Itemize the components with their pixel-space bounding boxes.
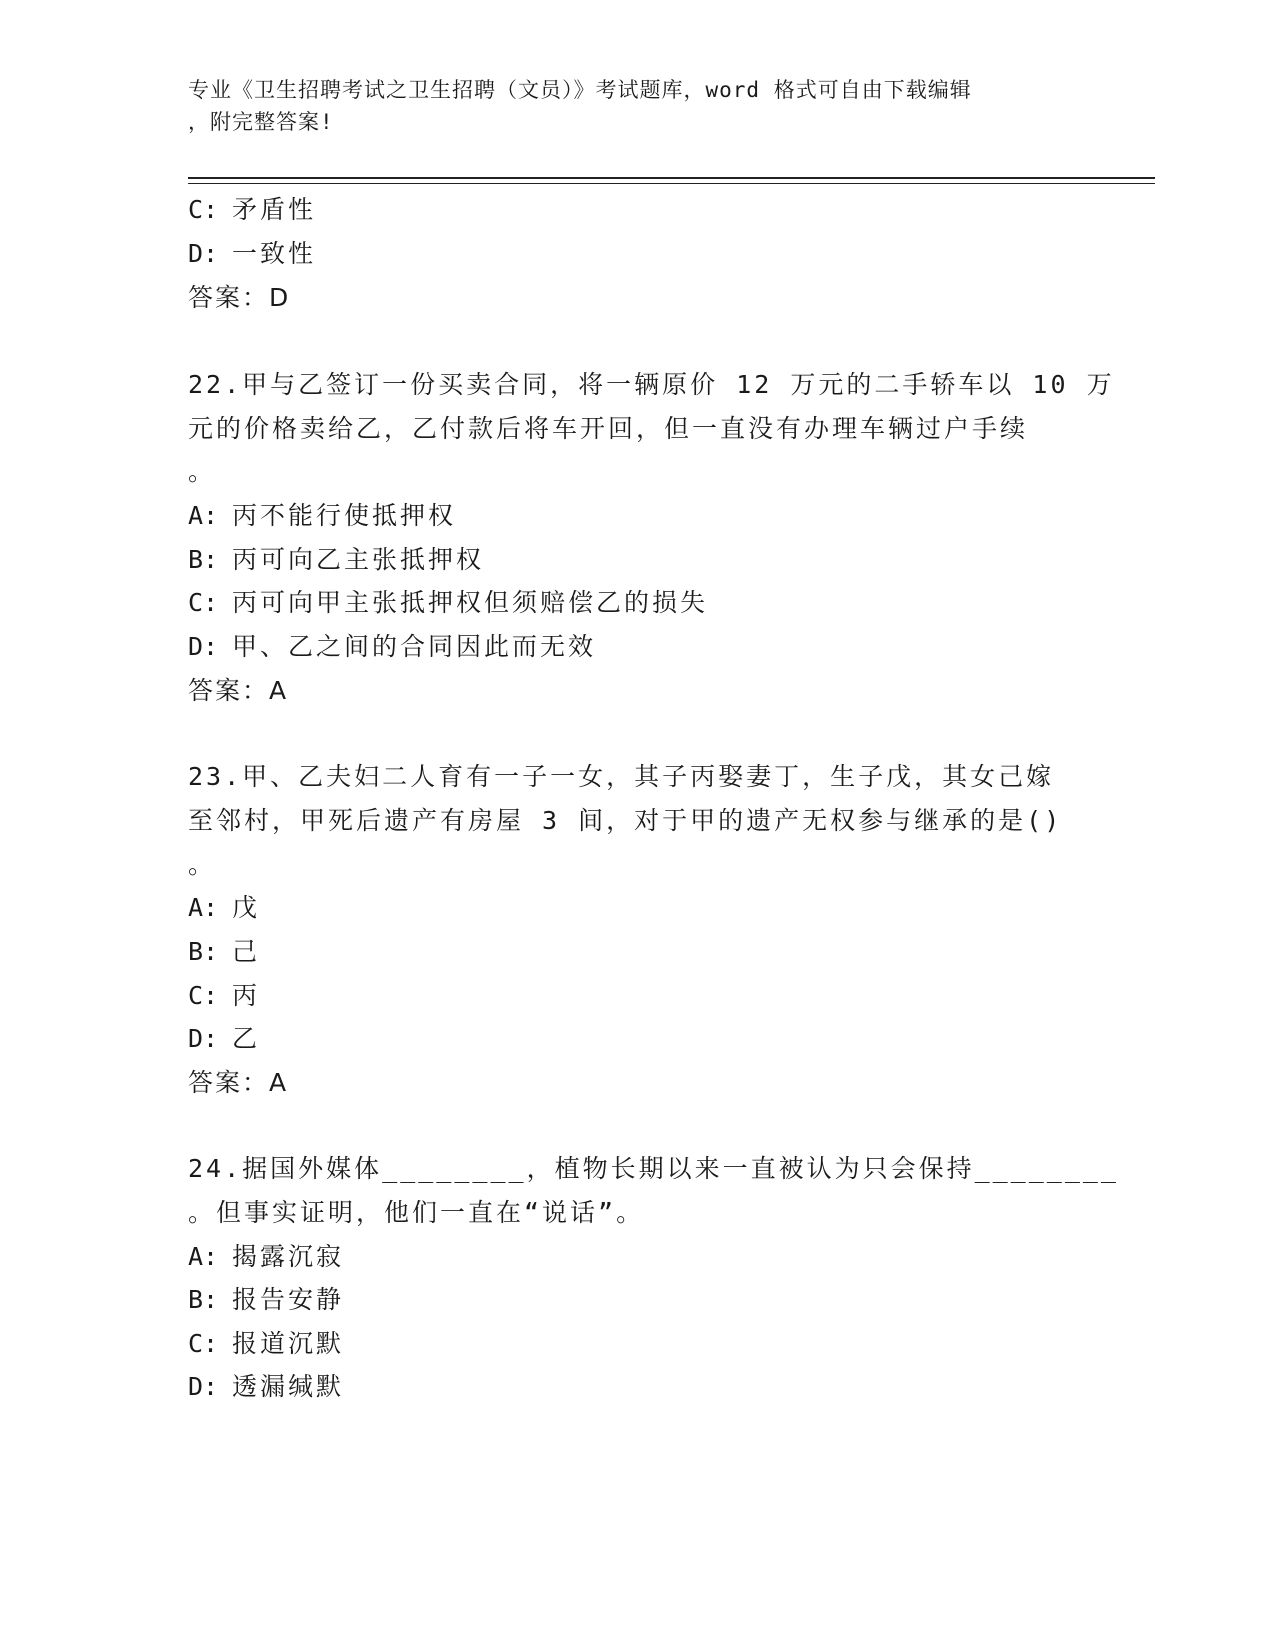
header-rule-thick [188,177,1155,179]
question-22-line-1: 22.甲与乙签订一份买卖合同，将一辆原价 12 万元的二手轿车以 10 万 [188,370,1115,399]
question-24-line-1: 24.据国外媒体________，植物长期以来一直被认为只会保持________ [188,1154,1119,1183]
header-line-1: 专业《卫生招聘考试之卫生招聘（文员）》考试题库，word 格式可自由下载编辑 [188,78,972,102]
option-d: D: 一致性 [188,239,317,268]
option-b: B: 己 [188,937,261,966]
option-a: A: 揭露沉寂 [188,1242,345,1271]
question-23-line-2: 至邻村，甲死后遗产有房屋 3 间，对于甲的遗产无权参与继承的是() [188,806,1063,835]
option-c: C: 矛盾性 [188,195,317,224]
option-d: D: 乙 [188,1024,261,1053]
option-a: A: 戊 [188,893,261,922]
question-23-line-1: 23.甲、乙夫妇二人育有一子一女，其子丙娶妻丁，生子戊，其女己嫁 [188,762,1055,791]
option-b: B: 丙可向乙主张抵押权 [188,545,485,574]
option-c: C: 丙 [188,981,261,1010]
question-24-line-2: 。但事实证明，他们一直在“说话”。 [188,1198,645,1227]
question-22-line-2: 元的价格卖给乙，乙付款后将车开回，但一直没有办理车辆过户手续 [188,414,1029,443]
document-header [188,74,1068,138]
option-a: A: 丙不能行使抵押权 [188,501,457,530]
header-line-2: ，附完整答案! [188,110,334,134]
question-23-line-3: 。 [188,850,217,879]
option-c: C: 丙可向甲主张抵押权但须赔偿乙的损失 [188,588,709,617]
question-22-line-3: 。 [188,457,217,486]
option-d: D: 透漏缄默 [188,1372,345,1401]
option-d: D: 甲、乙之间的合同因此而无效 [188,632,597,661]
header-rule-thin [188,183,1155,184]
answer-line: 答案：D [188,283,291,312]
answer-line: 答案：A [188,1068,289,1097]
option-b: B: 报告安静 [188,1285,345,1314]
option-c: C: 报道沉默 [188,1329,345,1358]
answer-line: 答案：A [188,676,289,705]
